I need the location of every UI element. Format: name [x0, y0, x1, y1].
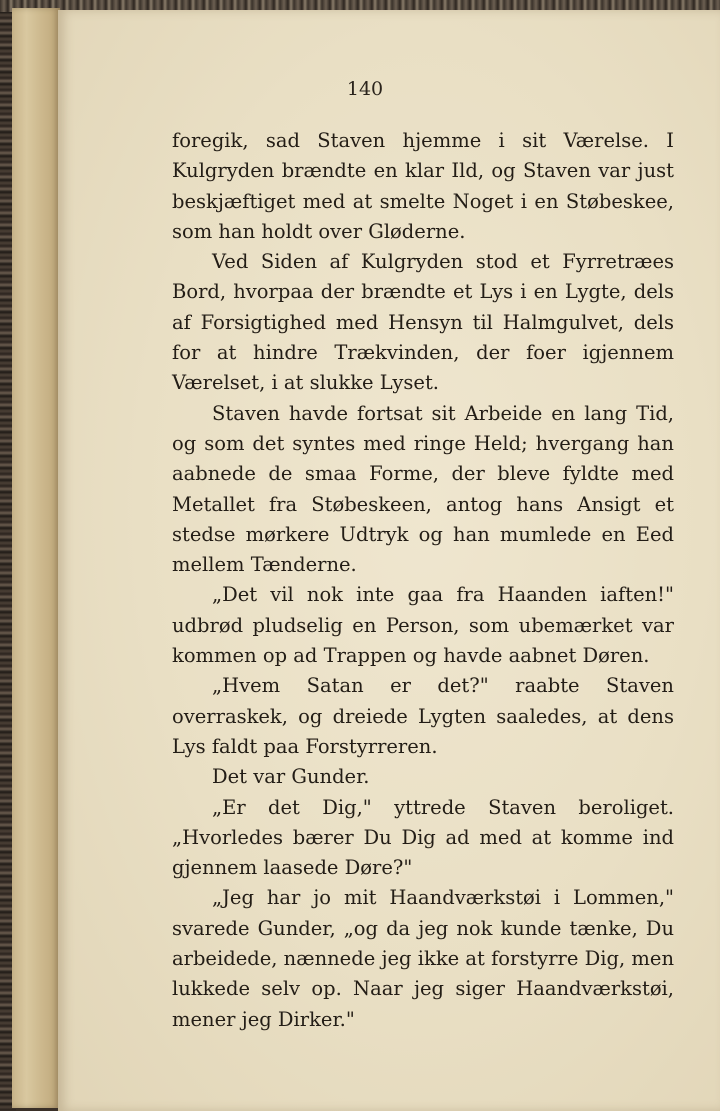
paragraph-7: „Er det Dig," yttrede Staven beroliget. „Hvorledes bærer Du Dig ad med at komme ind gjennem laasede Døre?": [172, 795, 674, 880]
page-number: 140: [346, 78, 384, 100]
paragraph-1: foregik, sad Staven hjemme i sit Værelse. I Kulgryden brændte en klar Ild, og Staven var just beskjæftiget med at smelte Noget i en Støbeskee, som han holdt over Gløderne.: [172, 129, 674, 243]
paragraph-5: „Hvem Satan er det?" raabte Staven overraskek, og dreiede Lygten saaledes, at dens Lys faldt paa Forstyrreren.: [172, 674, 674, 758]
paragraph-6: Det var Gunder.: [212, 765, 370, 789]
paragraph-8: „Jeg har jo mit Haandværkstøi i Lommen," svarede Gunder, „og da jeg nok kunde tænke, Du arbeidede, nænnede jeg ikke at forstyrre Dig, men lukkede selv op. Naar jeg siger Haandværkstøi, mener jeg Dirker.": [172, 886, 674, 1031]
page-body-text: [172, 126, 674, 1035]
paragraph-2: Ved Siden af Kulgryden stod et Fyrretræes Bord, hvorpaa der brændte et Lys i en Lygte, dels af Forsigtighed med Hensyn til Halmgulvet, dels for at hindre Trækvinden, der foer igjennem Værelset, i at slukke Lyset.: [172, 250, 674, 395]
page-gutter-edge: [12, 8, 60, 1108]
paragraph-4: „Det vil nok inte gaa fra Haanden iaften!" udbrød pludselig en Person, som ubemærket var kommen op ad Trappen og havde aabnet Døren.: [172, 583, 674, 668]
paragraph-3: Staven havde fortsat sit Arbeide en lang Tid, og som det syntes med ringe Held; hvergang han aabnede de smaa Forme, der bleve fyldte med Metallet fra Støbeskeen, antog hans Ansigt et stedse mørkere Udtryk og han mumlede en Eed mellem Tænderne.: [172, 401, 674, 577]
